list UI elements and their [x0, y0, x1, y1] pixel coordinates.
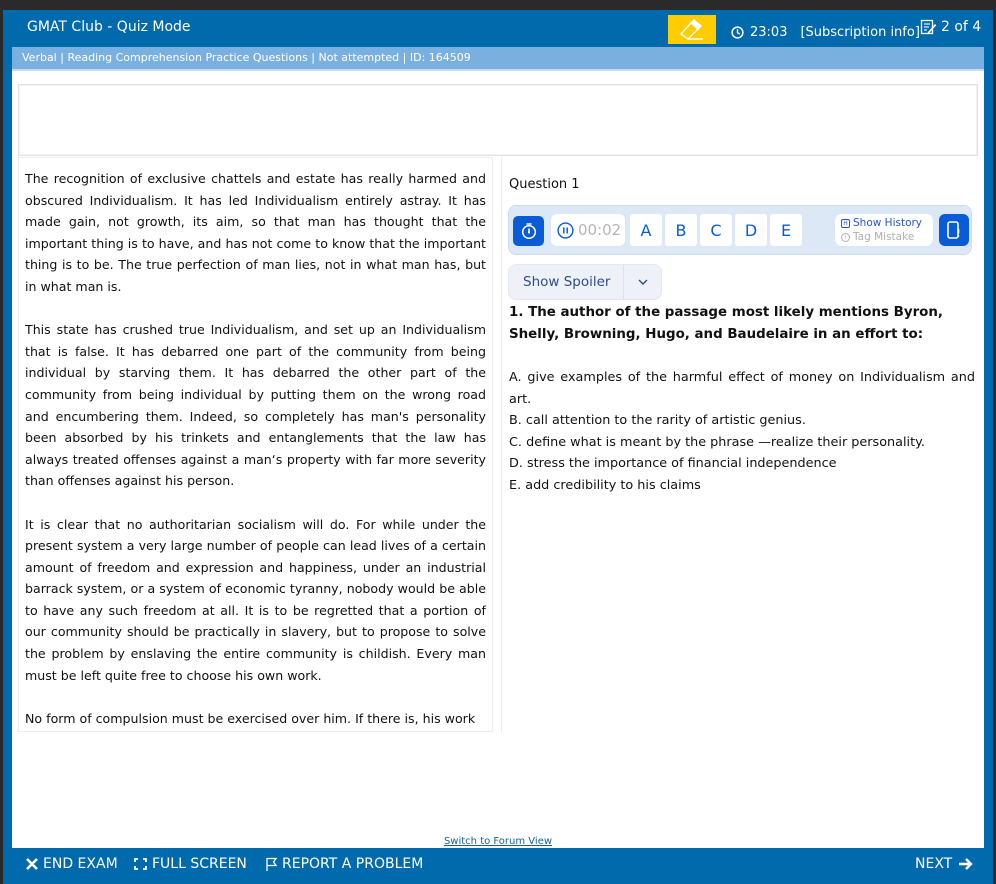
exam-timer	[731, 20, 920, 44]
answer-toolbar	[508, 205, 972, 255]
eraser-button[interactable]	[668, 15, 716, 44]
passage-panel[interactable]	[18, 157, 493, 732]
mobile-alert-icon	[946, 220, 962, 240]
eraser-icon	[677, 19, 707, 41]
answer-option-a[interactable]: A. give examples of the harmful effect of money on Individualism and art.	[509, 370, 975, 407]
switch-to-forum-view-link[interactable]	[12, 836, 984, 847]
arrow-right-icon	[958, 857, 974, 871]
quiz-window	[3, 10, 993, 884]
answer-option-c[interactable]: C. define what is meant by the phrase —realize their personality.	[509, 434, 925, 450]
subscription-info-link[interactable]: [Subscription info]	[800, 24, 920, 40]
passage-paragraph: No form of compulsion must be exercised over him. If there is, his work	[25, 710, 476, 726]
stopwatch-icon	[520, 222, 538, 240]
breadcrumb: Verbal | Reading Comprehension Practice Questions | Not attempted | ID: 164509	[22, 51, 471, 64]
question-timer	[551, 214, 625, 246]
close-icon	[25, 857, 39, 871]
show-spoiler-dropdown[interactable]	[508, 264, 662, 300]
answer-option-d[interactable]: D. stress the importance of financial independence	[509, 456, 837, 472]
report-problem-label: REPORT A PROBLEM	[282, 856, 424, 872]
passage-text	[19, 158, 492, 729]
choice-button-b[interactable]: B	[665, 214, 697, 246]
tag-mistake-button[interactable]	[841, 230, 933, 244]
tag-mistake-label: Tag Mistake	[853, 231, 915, 243]
divider	[793, 20, 794, 44]
show-history-label: Show History	[853, 217, 923, 229]
fullscreen-icon	[133, 857, 148, 871]
notepad-pencil-icon	[920, 19, 937, 35]
choice-button-c[interactable]: C	[700, 214, 732, 246]
question-panel	[501, 157, 978, 732]
info-circle-icon: !	[841, 233, 850, 242]
bottom-bar	[3, 848, 993, 884]
question-counter-text: 2 of 4	[941, 19, 982, 35]
pause-icon[interactable]	[557, 222, 574, 239]
mobile-view-button[interactable]	[939, 214, 969, 246]
answer-options	[509, 367, 975, 497]
end-exam-label: END EXAM	[43, 856, 118, 872]
question-timer-value: 00:02	[578, 221, 622, 239]
choice-button-a[interactable]: A	[630, 214, 662, 246]
keyboard-h-icon: H	[841, 219, 850, 228]
report-problem-button[interactable]	[265, 856, 423, 872]
answer-option-e[interactable]: E. add credibility to his claims	[509, 477, 701, 493]
full-screen-button[interactable]	[133, 856, 247, 872]
exam-timer-value: 23:03	[750, 24, 788, 40]
question-stem: 1. The author of the passage most likely mentions Byron, Shelly, Browning, Hugo, and Baudelaire in an effort to:	[509, 305, 943, 342]
app-title: GMAT Club - Quiz Mode	[27, 19, 191, 35]
choice-button-d[interactable]: D	[735, 214, 767, 246]
switch-to-forum-view-label[interactable]: Switch to Forum View	[443, 836, 553, 847]
question-heading: Question 1	[509, 177, 580, 192]
content-area	[12, 71, 984, 848]
passage-paragraph: This state has crushed true Individualism, and set up an Individualism that is false. It has debarred one part of the community from being individual by starving them. It has debarred the other part of the community from being individual by putting them on the wrong road and encumbering them. Indeed, so completely has man's personality been absorbed by his trinkets and entanglements that the law has always treated offenses against a man‘s property with far more severity than offenses against his person.	[25, 322, 486, 489]
breadcrumb-bar	[12, 47, 984, 71]
next-button[interactable]	[915, 856, 978, 872]
clock-icon	[731, 26, 744, 39]
choice-button-e[interactable]: E	[770, 214, 802, 246]
show-spoiler-label[interactable]: Show Spoiler	[523, 274, 611, 290]
answer-option-b[interactable]: B. call attention to the rarity of artistic genius.	[509, 413, 806, 429]
stopwatch-button[interactable]	[513, 216, 544, 246]
question-counter	[920, 19, 981, 35]
chevron-down-icon[interactable]	[624, 278, 661, 286]
passage-paragraph: It is clear that no authoritarian socialism will do. For while under the present system a very large number of people can lead lives of a certain amount of freedom and expression and happiness, under an industrial barrack system, or a system of economic tyranny, nobody would be able to have any such freedom at all. It is to be regretted that a portion of our community should be practically in slavery, but to propose to solve the problem by enslaving the entire community is childish. Every man must be left quite free to choose his own work.	[25, 516, 486, 683]
next-label: NEXT	[915, 856, 953, 872]
top-panel	[18, 84, 978, 156]
passage-paragraph: The recognition of exclusive chattels and estate has really harmed and obscured Individualism. It has led Individualism entirely astray. It has made gain, not growth, its aim, so that man has thought that the important thing is to have, and has not come to know that the important thing is to be. The true perfection of man lies, not in what man has, but in what man is.	[25, 171, 486, 294]
show-history-button[interactable]	[841, 216, 933, 230]
full-screen-label: FULL SCREEN	[152, 856, 247, 872]
flag-icon	[265, 857, 278, 872]
end-exam-button[interactable]	[25, 856, 118, 872]
title-bar	[3, 10, 993, 47]
history-panel	[835, 214, 933, 246]
